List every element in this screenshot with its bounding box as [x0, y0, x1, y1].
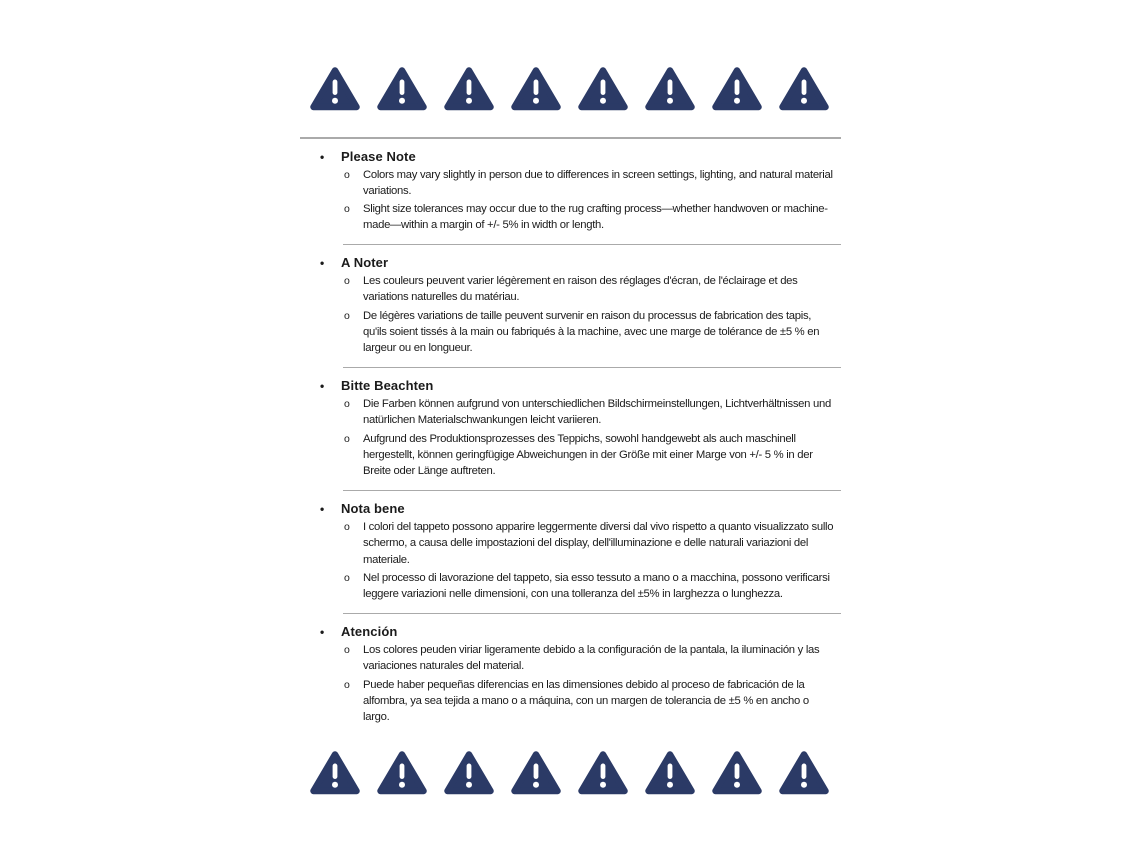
warning-triangle-icon [310, 62, 360, 115]
bullet-icon: • [320, 256, 325, 271]
list-item [300, 396, 860, 429]
circle-bullet-icon: o [344, 572, 350, 585]
list-item-text: I colori del tappeto possono apparire leggermente diversi dal vivo rispetto a quanto visualizzato sullo schermo, a causa delle impostazioni del display, dell'illuminazione e delle naturali variazioni del materiale. [363, 521, 834, 566]
list-item-text: Slight size tolerances may occur due to the rug crafting process—whether handwoven or machine-made—within a margin of +/- 5% in width or length. [363, 203, 828, 232]
section-heading: Bitte Beachten [341, 378, 434, 394]
warning-triangle-icon [779, 62, 829, 115]
circle-bullet-icon: o [344, 168, 350, 181]
circle-bullet-icon: o [344, 398, 350, 411]
bullet-icon: • [320, 149, 325, 164]
section-heading-row [300, 378, 860, 394]
circle-bullet-icon: o [344, 644, 350, 657]
list-item-text: Colors may vary slightly in person due to differences in screen settings, lighting, and natural material variations. [363, 168, 833, 197]
notice-section-italian [300, 491, 860, 602]
list-item-text: Puede haber pequeñas diferencias en las dimensiones debido al proceso de fabricación de la alfombra, ya sea tejida a mano o a máquina, con un margen de tolerancia de ±5 % en ancho o largo. [363, 678, 809, 724]
warning-triangle-icon [712, 62, 762, 115]
list-item-text: Nel processo di lavorazione del tappeto, sia esso tessuto a mano o a macchina, possono verificarsi leggere variazioni nelle dimensioni, con una tolleranza del ±5% in larghezza o lunghezza. [363, 572, 830, 601]
warning-triangle-icon [511, 746, 561, 799]
warning-triangle-icon [377, 62, 427, 115]
warning-triangle-icon [444, 746, 494, 799]
bullet-icon: • [320, 502, 325, 517]
warning-triangle-row-top [310, 62, 860, 115]
list-item-text: De légères variations de taille peuvent survenir en raison du processus de fabrication des tapis, qu'ils soient tissés à la main ou fabriqués à la machine, avec une marge de tolérance de ±5 % en largeur ou en longueur. [363, 309, 820, 355]
warning-triangle-icon [578, 62, 628, 115]
warning-triangle-icon [779, 746, 829, 799]
section-heading-row [300, 624, 860, 640]
section-heading: Atención [341, 624, 398, 640]
section-heading: Please Note [341, 148, 416, 164]
section-heading-row [300, 255, 860, 271]
warning-triangle-icon [511, 62, 561, 115]
notice-document-body [300, 0, 860, 799]
section-heading: A Noter [341, 255, 389, 271]
circle-bullet-icon: o [344, 275, 350, 288]
warning-triangle-icon [645, 746, 695, 799]
circle-bullet-icon: o [344, 309, 350, 322]
section-heading: Nota bene [341, 501, 405, 517]
section-heading-row [300, 149, 860, 165]
warning-triangle-icon [377, 746, 427, 799]
list-item [300, 642, 860, 675]
list-item-text: Die Farben können aufgrund von unterschiedlichen Bildschirmeinstellungen, Lichtverhältnissen und natürlichen Materialschwankungen leicht variieren. [363, 398, 831, 427]
list-item [300, 273, 860, 306]
list-item-text: Les couleurs peuvent varier légèrement en raison des réglages d'écran, de l'éclairage et des variations naturelles du matériau. [363, 275, 798, 304]
list-item [300, 308, 860, 357]
warning-triangle-icon [444, 62, 494, 115]
list-item [300, 167, 860, 200]
bullet-icon: • [320, 379, 325, 394]
circle-bullet-icon: o [344, 678, 350, 691]
list-item [300, 201, 860, 234]
circle-bullet-icon: o [344, 203, 350, 216]
section-heading-row [300, 501, 860, 517]
warning-triangle-icon [712, 746, 762, 799]
list-item-text: Los colores peuden viriar ligeramente debido a la configuración de la pantala, la iluminación y las variaciones naturales del material. [363, 644, 820, 673]
list-item [300, 677, 860, 726]
warning-triangle-row-bottom [310, 746, 860, 799]
warning-triangle-icon [578, 746, 628, 799]
notice-section-german [300, 368, 860, 479]
circle-bullet-icon: o [344, 521, 350, 534]
bullet-icon: • [320, 625, 325, 640]
notice-section-english [300, 139, 860, 234]
warning-triangle-icon [645, 62, 695, 115]
warning-triangle-icon [310, 746, 360, 799]
list-item [300, 519, 860, 568]
circle-bullet-icon: o [344, 432, 350, 445]
notice-section-spanish [300, 614, 860, 725]
list-item [300, 570, 860, 603]
notice-section-french [300, 245, 860, 356]
list-item-text: Aufgrund des Produktionsprozesses des Teppichs, sowohl handgewebt als auch maschinell hergestellt, können geringfügige Abweichungen in der Größe mit einer Marge von +/- 5 % in der Breite oder Länge auftreten. [363, 432, 813, 478]
list-item [300, 431, 860, 480]
